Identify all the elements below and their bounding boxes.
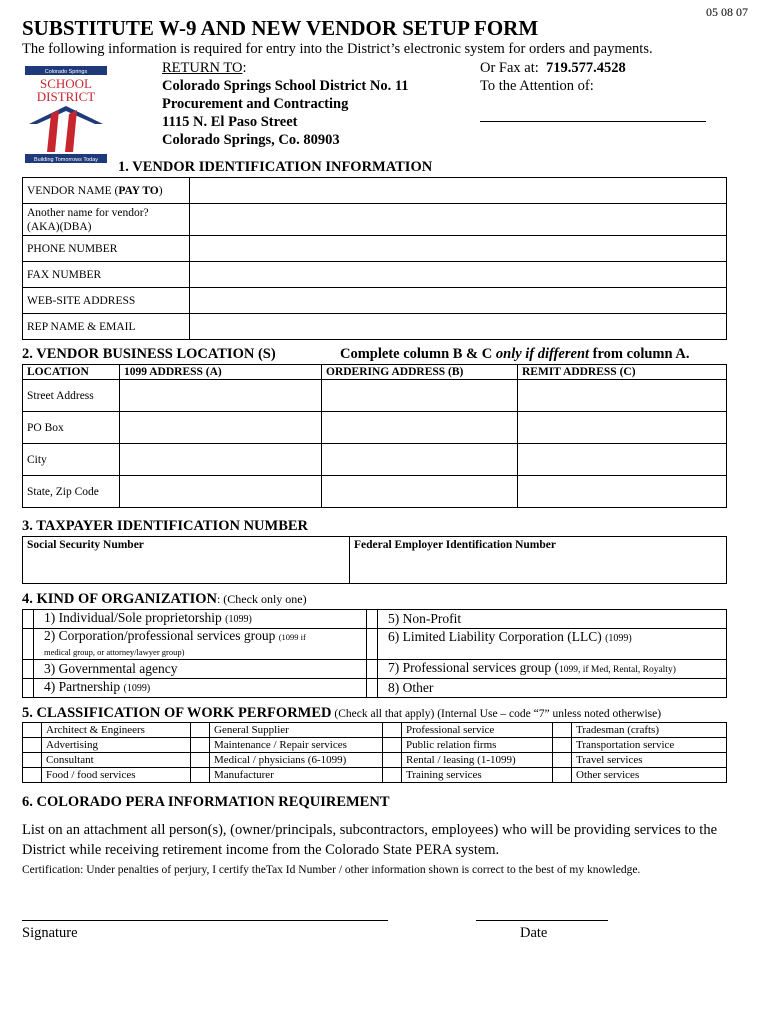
table-row xyxy=(23,288,727,314)
org8-label: 8) Other xyxy=(378,679,727,698)
work-item: Transportation service xyxy=(572,738,727,753)
pobox-a-field[interactable] xyxy=(120,412,322,444)
org1-label xyxy=(34,610,367,629)
section4-note: : (Check only one) xyxy=(216,592,307,606)
work-checkbox[interactable] xyxy=(23,753,42,768)
section2-note-b: only if different xyxy=(495,346,590,362)
city-a-field[interactable] xyxy=(120,444,322,476)
aka-label-b: (AKA)(DBA) xyxy=(27,220,92,233)
table-row xyxy=(23,768,727,783)
work-checkbox[interactable] xyxy=(553,723,572,738)
table-row xyxy=(23,380,727,412)
work-checkbox[interactable] xyxy=(23,738,42,753)
table-row xyxy=(23,178,727,204)
attention-label: To the Attention of: xyxy=(480,78,594,94)
district-logo xyxy=(25,66,107,164)
city-c-field[interactable] xyxy=(518,444,727,476)
vendor-name-field[interactable] xyxy=(190,178,727,204)
vendor-id-table xyxy=(22,177,727,340)
row-city-label: City xyxy=(23,444,120,476)
org3-label: 3) Governmental agency xyxy=(34,660,367,679)
col-location: LOCATION xyxy=(23,365,120,380)
pobox-c-field[interactable] xyxy=(518,412,727,444)
section5-heading xyxy=(22,705,661,722)
fax-block xyxy=(480,59,706,122)
return-to-colon: : xyxy=(242,60,247,76)
pera-text: List on an attachment all person(s), (owner/principals, subcontractors, employees) who will be providing services to the District while receiving retirement income from the Colorado State PERA system. xyxy=(22,822,718,858)
logo-line2: DISTRICT xyxy=(36,89,96,104)
org2-checkbox[interactable] xyxy=(23,629,34,660)
col-1099-address: 1099 ADDRESS (A) xyxy=(120,365,322,380)
org3-checkbox[interactable] xyxy=(23,660,34,679)
work-checkbox[interactable] xyxy=(23,768,42,783)
logo-roof-shape xyxy=(29,106,103,124)
org-kind-table xyxy=(22,609,727,698)
org6-text: 6) Limited Liability Corporation (LLC) xyxy=(388,629,606,644)
vendor-name-label xyxy=(23,178,190,204)
org1-checkbox[interactable] xyxy=(23,610,34,629)
date-label: Date xyxy=(520,925,548,941)
work-checkbox[interactable] xyxy=(553,753,572,768)
phone-field[interactable] xyxy=(190,236,727,262)
table-row xyxy=(23,629,727,660)
section4-title: 4. KIND OF ORGANIZATION xyxy=(22,591,217,607)
website-label: WEB-SITE ADDRESS xyxy=(23,288,190,314)
taxpayer-id-table xyxy=(22,536,727,584)
org8-checkbox[interactable] xyxy=(367,679,378,698)
date-line[interactable] xyxy=(476,920,608,921)
org5-label: 5) Non-Profit xyxy=(378,610,727,629)
street-a-field[interactable] xyxy=(120,380,322,412)
intro-text: The following information is required for entry into the District’s electronic system for orders and payments. xyxy=(22,41,653,57)
return-org: Colorado Springs School District No. 11 xyxy=(162,78,409,94)
aka-label xyxy=(23,204,190,236)
org7-note: 1099, if Med, Rental, Royalty) xyxy=(558,665,676,675)
work-checkbox[interactable] xyxy=(191,768,210,783)
work-item: Medical / physicians (6-1099) xyxy=(210,753,383,768)
rep-label: REP NAME & EMAIL xyxy=(23,314,190,340)
col-ordering-address: ORDERING ADDRESS (B) xyxy=(322,365,518,380)
fax-number-label: FAX NUMBER xyxy=(23,262,190,288)
row-pobox-label: PO Box xyxy=(23,412,120,444)
table-row xyxy=(23,537,727,584)
work-classification-table xyxy=(22,722,727,783)
return-street: 1115 N. El Paso Street xyxy=(162,114,298,130)
work-item: Manufacturer xyxy=(210,768,383,783)
work-checkbox[interactable] xyxy=(383,753,402,768)
section6-heading: 6. COLORADO PERA INFORMATION REQUIREMENT xyxy=(22,794,390,810)
phone-label: PHONE NUMBER xyxy=(23,236,190,262)
signature-label: Signature xyxy=(22,925,78,941)
table-row xyxy=(23,314,727,340)
aka-field[interactable] xyxy=(190,204,727,236)
work-checkbox[interactable] xyxy=(191,723,210,738)
work-checkbox[interactable] xyxy=(553,768,572,783)
org4-note: (1099) xyxy=(123,683,151,694)
work-item: General Supplier xyxy=(210,723,383,738)
work-item: Architect & Engineers xyxy=(42,723,191,738)
fax-number: 719.577.4528 xyxy=(546,60,626,76)
work-item: Training services xyxy=(402,768,553,783)
work-item: Public relation firms xyxy=(402,738,553,753)
logo-graphic xyxy=(25,66,107,164)
fax-number-field[interactable] xyxy=(190,262,727,288)
attention-line[interactable] xyxy=(480,111,706,122)
org2-note2: medical group, or attorney/lawyer group) xyxy=(44,647,185,657)
logo-one-right xyxy=(65,110,77,152)
table-row xyxy=(23,610,727,629)
work-checkbox[interactable] xyxy=(191,753,210,768)
work-item: Rental / leasing (1-1099) xyxy=(402,753,553,768)
work-item: Travel services xyxy=(572,753,727,768)
work-item: Other services xyxy=(572,768,727,783)
vendor-name-label-b: PAY TO xyxy=(118,184,159,197)
org4-checkbox[interactable] xyxy=(23,679,34,698)
org7-text: 7) Professional services group ( xyxy=(388,660,559,675)
section5-title: 5. CLASSIFICATION OF WORK PERFORMED xyxy=(22,705,332,721)
aka-label-a: Another name for vendor? xyxy=(27,206,149,219)
table-row xyxy=(23,444,727,476)
work-checkbox[interactable] xyxy=(191,738,210,753)
org6-label xyxy=(378,629,727,660)
website-field[interactable] xyxy=(190,288,727,314)
org5-checkbox[interactable] xyxy=(367,610,378,629)
section1-heading: 1. VENDOR IDENTIFICATION INFORMATION xyxy=(118,159,433,175)
section2-note xyxy=(340,346,689,363)
form-title: SUBSTITUTE W-9 AND NEW VENDOR SETUP FORM xyxy=(22,16,539,40)
work-checkbox[interactable] xyxy=(383,738,402,753)
logo-top-text: Colorado Springs xyxy=(44,69,88,75)
city-b-field[interactable] xyxy=(322,444,518,476)
org1-note: (1099) xyxy=(225,614,252,625)
col-remit-address: REMIT ADDRESS (C) xyxy=(518,365,727,380)
rep-field[interactable] xyxy=(190,314,727,340)
work-item: Advertising xyxy=(42,738,191,753)
row-state-label: State, Zip Code xyxy=(23,476,120,508)
fein-field[interactable]: Federal Employer Identification Number xyxy=(350,537,727,584)
ssn-field[interactable]: Social Security Number xyxy=(23,537,350,584)
table-row xyxy=(23,262,727,288)
state-c-field[interactable] xyxy=(518,476,727,508)
work-checkbox[interactable] xyxy=(23,723,42,738)
vendor-name-label-c: ) xyxy=(158,184,163,197)
table-row xyxy=(23,476,727,508)
work-checkbox[interactable] xyxy=(383,723,402,738)
table-row xyxy=(23,412,727,444)
work-item: Maintenance / Repair services xyxy=(210,738,383,753)
table-header-row xyxy=(23,365,727,380)
logo-line1: SCHOOL xyxy=(39,76,93,91)
org2-label xyxy=(34,629,367,660)
state-b-field[interactable] xyxy=(322,476,518,508)
work-item: Food / food services xyxy=(42,768,191,783)
return-address xyxy=(162,59,409,149)
return-dept: Procurement and Contracting xyxy=(162,96,349,112)
section2-note-c: from column A. xyxy=(589,346,690,362)
work-checkbox[interactable] xyxy=(553,738,572,753)
table-row xyxy=(23,753,727,768)
org6-checkbox[interactable] xyxy=(367,629,378,660)
street-b-field[interactable] xyxy=(322,380,518,412)
work-item: Consultant xyxy=(42,753,191,768)
org7-checkbox[interactable] xyxy=(367,660,378,679)
table-row xyxy=(23,738,727,753)
logo-tagline: Building Tomorrows Today xyxy=(34,157,98,163)
org2-text: 2) Corporation/professional services group xyxy=(44,628,279,643)
org6-note: (1099) xyxy=(605,633,632,644)
table-row xyxy=(23,723,727,738)
return-city: Colorado Springs, Co. 80903 xyxy=(162,132,340,148)
table-row xyxy=(23,204,727,236)
state-a-field[interactable] xyxy=(120,476,322,508)
table-row xyxy=(23,660,727,679)
section5-note: (Check all that apply) (Internal Use – code “7” unless noted otherwise) xyxy=(331,708,662,720)
org4-text: 4) Partnership xyxy=(44,679,124,694)
fax-label: Or Fax at: xyxy=(480,60,539,76)
section2-note-a: Complete column B & C xyxy=(340,346,496,362)
org7-label xyxy=(378,660,727,679)
row-street-label: Street Address xyxy=(23,380,120,412)
location-table xyxy=(22,364,727,508)
certification-text: Certification: Under penalties of perjury, I certify theTax Id Number / other information shown is correct to the best of my knowledge. xyxy=(22,864,641,876)
signature-line[interactable] xyxy=(22,920,388,921)
pobox-b-field[interactable] xyxy=(322,412,518,444)
section2-heading: 2. VENDOR BUSINESS LOCATION (S) xyxy=(22,346,276,362)
work-item: Professional service xyxy=(402,723,553,738)
section4-heading xyxy=(22,591,307,608)
street-c-field[interactable] xyxy=(518,380,727,412)
vendor-name-label-a: VENDOR NAME ( xyxy=(27,184,119,197)
form-code: 05 08 07 xyxy=(706,5,748,19)
table-row xyxy=(23,679,727,698)
work-checkbox[interactable] xyxy=(383,768,402,783)
work-item: Tradesman (crafts) xyxy=(572,723,727,738)
section3-heading: 3. TAXPAYER IDENTIFICATION NUMBER xyxy=(22,518,309,534)
org4-label xyxy=(34,679,367,698)
table-row xyxy=(23,236,727,262)
org2-note: (1099 if xyxy=(278,632,306,642)
org1-text: 1) Individual/Sole proprietorship xyxy=(44,610,226,625)
return-to-label: RETURN TO xyxy=(162,60,243,76)
